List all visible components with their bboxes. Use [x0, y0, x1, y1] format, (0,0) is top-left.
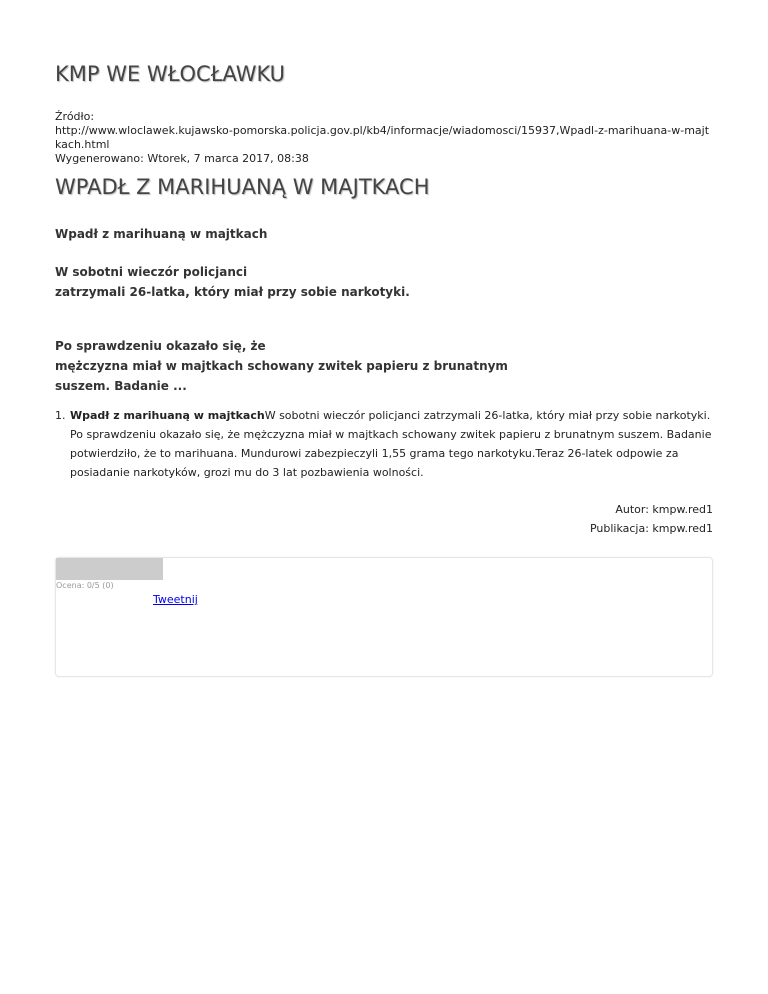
lead-heading: [55, 224, 615, 244]
source-url: http://www.wloclawek.kujawsko-pomorska.policja.gov.pl/kb4/informacje/wiadomosci/15937,Wpadl-z-marihuana-w-majtkach.html: [55, 124, 710, 151]
list-item-number: 1.: [55, 409, 66, 422]
list-item: [55, 406, 713, 482]
lead-paragraph-2-line-1: Po sprawdzeniu okazało się, że: [55, 339, 266, 353]
rating-bar[interactable]: [56, 558, 163, 580]
list-item-heading: Wpadł z marihuaną w majtkach: [70, 409, 265, 422]
rating-box: [55, 557, 713, 677]
lead-paragraph-1-line-2: zatrzymali 26-latka, który miał przy sobie narkotyki.: [55, 285, 410, 299]
list-item-body: W sobotni wieczór policjanci zatrzymali 26-latka, który miał przy sobie narkotyki. Po sprawdzeniu okazało się, że mężczyzna miał w majtkach schowany zwitek papieru z brunatnym suszem. Badanie potwierdziło, że to marihuana. Mundurowi zabezpieczyli 1,55 grama tego narkotyku.Teraz 26-latek odpowie za posiadanie narkotyków, grozi mu do 3 lat pozbawienia wolności.: [70, 409, 712, 479]
author: Autor: kmpw.red1: [615, 503, 713, 516]
lead-paragraph-1-line-1: W sobotni wieczór policjanci: [55, 265, 248, 279]
content-list: [55, 406, 713, 482]
lead-paragraph-2-line-3: suszem. Badanie ...: [55, 379, 187, 393]
lead-paragraph-2-line-2: mężczyzna miał w majtkach schowany zwitek papieru z brunatnym: [55, 359, 508, 373]
article-title: WPADŁ Z MARIHUANĄ W MAJTKACH: [55, 175, 430, 199]
lead-paragraph-2: [55, 336, 615, 396]
rating-score: Ocena: 0/5 (0): [56, 581, 114, 590]
lead-paragraph-1: [55, 262, 615, 302]
source-meta: [55, 110, 713, 166]
site-title: KMP WE WŁOCŁAWKU: [55, 62, 286, 86]
byline: [590, 500, 713, 538]
generated-date: Wygenerowano: Wtorek, 7 marca 2017, 08:38: [55, 152, 309, 165]
lead-heading-text: Wpadł z marihuaną w majtkach: [55, 227, 268, 241]
source-label: Źródło:: [55, 110, 95, 123]
tweet-link[interactable]: Tweetnij: [153, 593, 198, 606]
publication: Publikacja: kmpw.red1: [589, 522, 713, 535]
